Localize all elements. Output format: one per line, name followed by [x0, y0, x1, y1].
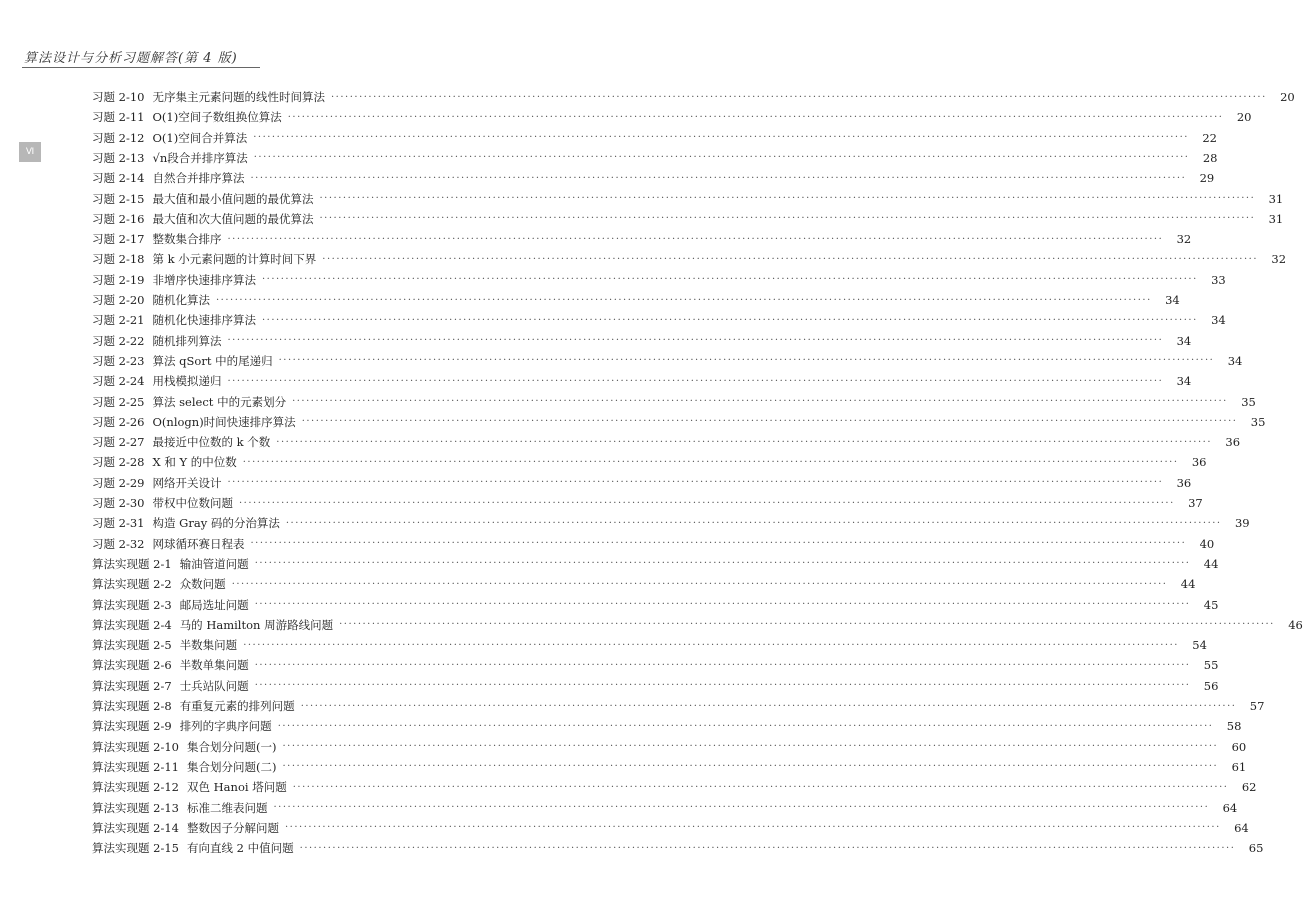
- toc-entry-title: 最大值和最小值问题的最优算法: [152, 191, 314, 206]
- toc-entry-label: 习题 2-32: [92, 536, 145, 551]
- dot-leader: ········································································································································································································: [242, 456, 1179, 468]
- toc-entry-title: 带权中位数问题: [152, 496, 233, 510]
- toc-entry-page-number: 46: [1288, 617, 1303, 632]
- toc-entry[interactable]: [92, 655, 1219, 675]
- toc-entry-title: 排列的字典序问题: [179, 719, 272, 734]
- toc-entry-title: 算法 qSort 中的尾递归: [152, 353, 273, 368]
- toc-entry-label: 习题 2-21: [92, 313, 145, 328]
- dot-leader: ········································································································································································································: [339, 619, 1275, 631]
- toc-entry-page-number: 65: [1248, 841, 1264, 856]
- toc-entry[interactable]: [92, 838, 1264, 858]
- dot-leader: ········································································································································································································: [301, 416, 1238, 428]
- toc-entry-title: 有向直线 2 中值问题: [187, 841, 294, 856]
- toc-entry-page-number: 20: [1236, 110, 1252, 125]
- toc-entry[interactable]: [92, 737, 1247, 757]
- toc-entry[interactable]: [92, 716, 1242, 736]
- toc-entry-label: 算法实现题 2-5: [92, 638, 172, 653]
- toc-entry[interactable]: [92, 371, 1192, 391]
- dot-leader: ········································································································································································································: [250, 538, 1187, 550]
- toc-entry[interactable]: [92, 473, 1192, 493]
- toc-entry-page-number: 44: [1180, 577, 1196, 592]
- toc-entry-label: 算法实现题 2-11: [92, 759, 179, 774]
- toc-entry-page-number: 29: [1199, 171, 1215, 186]
- dot-leader: ········································································································································································································: [262, 314, 1198, 326]
- dot-leader: ········································································································································································································: [322, 253, 1259, 265]
- toc-entry-title: 随机化快速排序算法: [152, 313, 256, 328]
- toc-entry[interactable]: [92, 452, 1207, 472]
- toc-entry[interactable]: [92, 331, 1192, 351]
- toc-entry[interactable]: [92, 798, 1238, 818]
- toc-entry-label: 习题 2-16: [92, 211, 145, 226]
- dot-leader: ········································································································································································································: [276, 436, 1213, 448]
- toc-entry-page-number: 32: [1176, 232, 1192, 247]
- toc-entry-label: 习题 2-27: [92, 435, 145, 450]
- dot-leader: ········································································································································································································: [243, 639, 1179, 651]
- toc-entry-title: 非增序快速排序算法: [152, 272, 256, 287]
- toc-entry-page-number: 45: [1203, 597, 1219, 612]
- toc-entry[interactable]: [92, 209, 1284, 229]
- dot-leader: ········································································································································································································: [239, 497, 1175, 509]
- dot-leader: ········································································································································································································: [227, 375, 1164, 387]
- toc-entry-title: 半数单集问题: [179, 658, 249, 673]
- toc-entry-page-number: 20: [1280, 90, 1295, 104]
- toc-entry-label: 习题 2-10: [92, 90, 145, 104]
- toc-entry-label: 算法实现题 2-14: [92, 820, 179, 835]
- toc-entry-label: 算法实现题 2-2: [92, 577, 172, 592]
- dot-leader: ········································································································································································································: [282, 741, 1219, 753]
- toc-entry-page-number: 64: [1222, 800, 1238, 815]
- toc-entry-label: 习题 2-29: [92, 475, 145, 490]
- toc-entry-label: 习题 2-25: [92, 394, 145, 409]
- toc-entry-label: 算法实现题 2-10: [92, 739, 179, 754]
- toc-entry[interactable]: [92, 513, 1250, 533]
- toc-entry-page-number: 44: [1203, 556, 1219, 571]
- toc-entry-title: 众数问题: [179, 577, 226, 592]
- dot-leader: ········································································································································································································: [227, 477, 1164, 489]
- toc-entry-label: 习题 2-22: [92, 333, 145, 348]
- toc-entry-title: 集合划分问题(一): [187, 739, 277, 754]
- toc-entry[interactable]: [92, 534, 1215, 554]
- dot-leader: ········································································································································································································: [250, 172, 1187, 184]
- toc-entry-title: 邮局选址问题: [179, 597, 249, 612]
- toc-entry-page-number: 31: [1268, 211, 1284, 226]
- toc-entry[interactable]: [92, 595, 1219, 615]
- toc-entry[interactable]: [92, 818, 1249, 838]
- dot-leader: ········································································································································································································: [254, 680, 1191, 692]
- toc-entry[interactable]: [92, 432, 1241, 452]
- toc-entry-title: 最大值和次大值问题的最优算法: [152, 211, 314, 226]
- toc-entry-label: 算法实现题 2-12: [92, 780, 179, 795]
- toc-entry-page-number: 58: [1226, 719, 1242, 734]
- toc-entry-title: √n段合并排序算法: [152, 150, 248, 165]
- dot-leader: ········································································································································································································: [277, 720, 1214, 732]
- toc-entry[interactable]: [92, 635, 1207, 655]
- toc-entry-page-number: 22: [1202, 130, 1217, 145]
- dot-leader: ········································································································································································································: [231, 578, 1168, 590]
- toc-entry[interactable]: [92, 128, 1217, 148]
- toc-entry-page-number: 34: [1176, 374, 1192, 389]
- toc-entry-title: 算法 select 中的元素划分: [152, 394, 287, 409]
- dot-leader: ········································································································································································································: [282, 761, 1219, 773]
- toc-entry-label: 习题 2-14: [92, 171, 145, 186]
- toc-entry-page-number: 32: [1271, 252, 1287, 267]
- running-header: 算法设计与分析习题解答(第 4 版): [24, 51, 238, 66]
- toc-entry-page-number: 36: [1225, 435, 1241, 450]
- toc-entry[interactable]: [92, 554, 1219, 574]
- toc-entry-title: 马的 Hamilton 周游路线问题: [179, 617, 334, 632]
- toc-entry-title: 标准二维表问题: [187, 800, 268, 815]
- toc-entry-page-number: 40: [1199, 536, 1215, 551]
- page-tab-roman-numeral: Ⅵ: [19, 142, 41, 162]
- toc-entry-title: 半数集问题: [179, 638, 238, 653]
- header-rule: [22, 67, 260, 68]
- toc-entry-page-number: 28: [1202, 150, 1218, 165]
- toc-entry[interactable]: [92, 574, 1196, 594]
- toc-entry-page-number: 34: [1165, 293, 1180, 307]
- toc-entry-title: O(nlogn)时间快速排序算法: [152, 414, 296, 429]
- toc-entry[interactable]: [92, 351, 1243, 371]
- toc-entry-page-number: 35: [1250, 414, 1266, 429]
- toc-entry[interactable]: [92, 615, 1303, 635]
- toc-entry-label: 算法实现题 2-8: [92, 699, 172, 713]
- dot-leader: ········································································································································································································: [216, 294, 1152, 306]
- toc-entry-label: 算法实现题 2-7: [92, 678, 172, 693]
- toc-entry-label: 算法实现题 2-3: [92, 597, 172, 612]
- dot-leader: ········································································································································································································: [262, 274, 1198, 286]
- toc-entry-title: 整数集合排序: [152, 232, 222, 247]
- dot-leader: ········································································································································································································: [292, 781, 1229, 793]
- toc-entry-page-number: 60: [1231, 739, 1247, 754]
- toc-entry[interactable]: [92, 148, 1218, 168]
- toc-entry-label: 习题 2-17: [92, 232, 145, 247]
- toc-entry-page-number: 37: [1188, 496, 1203, 510]
- toc-entry-page-number: 36: [1191, 455, 1207, 470]
- toc-entry-title: 整数因子分解问题: [187, 820, 279, 835]
- toc-entry-title: 第 k 小元素问题的计算时间下界: [152, 252, 317, 267]
- dot-leader: ········································································································································································································: [319, 213, 1256, 225]
- toc-entry-title: 最接近中位数的 k 个数: [152, 435, 271, 450]
- toc-entry-label: 算法实现题 2-15: [92, 841, 179, 856]
- toc-entry-title: 网络开关设计: [152, 475, 222, 490]
- toc-entry-label: 习题 2-19: [92, 272, 145, 287]
- toc-entry-title: X 和 Y 的中位数: [152, 455, 237, 470]
- toc-entry-page-number: 64: [1234, 820, 1249, 835]
- toc-entry-label: 习题 2-31: [92, 516, 145, 531]
- toc-entry-page-number: 61: [1231, 759, 1247, 774]
- dot-leader: ········································································································································································································: [254, 659, 1191, 671]
- toc-entry-page-number: 34: [1211, 313, 1226, 328]
- toc-entry-page-number: 31: [1268, 191, 1284, 206]
- toc-entry-label: 习题 2-26: [92, 414, 145, 429]
- toc-entry-page-number: 62: [1241, 780, 1257, 795]
- toc-entry-label: 习题 2-18: [92, 252, 145, 267]
- dot-leader: ········································································································································································································: [299, 842, 1236, 854]
- dot-leader: ········································································································································································································: [227, 335, 1164, 347]
- toc-entry-page-number: 56: [1203, 678, 1219, 693]
- toc-entry-page-number: 33: [1211, 272, 1226, 287]
- toc-entry-title: 士兵站队问题: [179, 678, 249, 693]
- toc-entry[interactable]: [92, 676, 1219, 696]
- toc-entry-label: 算法实现题 2-13: [92, 800, 179, 815]
- dot-leader: ········································································································································································································: [300, 700, 1237, 712]
- toc-entry-label: 习题 2-30: [92, 496, 145, 510]
- toc-entry-title: 自然合并排序算法: [152, 171, 245, 186]
- toc-entry[interactable]: [92, 290, 1180, 310]
- toc-entry[interactable]: [92, 696, 1265, 716]
- toc-entry-page-number: 34: [1227, 353, 1243, 368]
- toc-entry-title: 集合划分问题(二): [187, 759, 277, 774]
- toc-entry-label: 习题 2-23: [92, 353, 145, 368]
- toc-entry-page-number: 39: [1234, 516, 1250, 531]
- toc-entry-page-number: 35: [1241, 394, 1256, 409]
- toc-entry-title: 用栈模拟递归: [152, 374, 222, 389]
- dot-leader: ········································································································································································································: [331, 91, 1267, 103]
- toc-entry[interactable]: [92, 412, 1266, 432]
- dot-leader: ········································································································································································································: [254, 558, 1191, 570]
- toc-entry-title: 有重复元素的排列问题: [179, 699, 295, 713]
- toc-entry-label: 习题 2-13: [92, 150, 145, 165]
- toc-entry[interactable]: [92, 310, 1226, 330]
- toc-entry-page-number: 36: [1176, 475, 1192, 490]
- toc-entry[interactable]: [92, 270, 1226, 290]
- dot-leader: ········································································································································································································: [253, 152, 1190, 164]
- dot-leader: ········································································································································································································: [253, 132, 1189, 144]
- toc-entry-label: 算法实现题 2-4: [92, 617, 172, 632]
- toc-entry-label: 习题 2-24: [92, 374, 145, 389]
- dot-leader: ········································································································································································································: [278, 355, 1215, 367]
- toc-entry-title: 输油管道问题: [179, 556, 249, 571]
- toc-entry[interactable]: [92, 168, 1215, 188]
- dot-leader: ········································································································································································································: [285, 822, 1221, 834]
- dot-leader: ········································································································································································································: [287, 111, 1224, 123]
- dot-leader: ········································································································································································································: [285, 517, 1222, 529]
- dot-leader: ········································································································································································································: [227, 233, 1164, 245]
- toc-entry-title: 无序集主元素问题的线性时间算法: [152, 90, 325, 104]
- toc-entry-title: O(1)空间合并算法: [152, 130, 248, 145]
- toc-entry-title: 随机化算法: [152, 293, 210, 307]
- toc-entry-title: 构造 Gray 码的分治算法: [152, 516, 280, 531]
- toc-entry[interactable]: [92, 249, 1287, 269]
- toc-entry[interactable]: [92, 189, 1284, 209]
- toc-entry-title: 随机排列算法: [152, 333, 222, 348]
- toc-entry-label: 算法实现题 2-6: [92, 658, 172, 673]
- toc-entry[interactable]: [92, 229, 1192, 249]
- toc-entry-label: 习题 2-28: [92, 455, 145, 470]
- toc-entry-label: 习题 2-15: [92, 191, 145, 206]
- toc-entry-page-number: 57: [1249, 699, 1265, 713]
- toc-entry-page-number: 55: [1203, 658, 1219, 673]
- toc-entry-page-number: 54: [1192, 638, 1207, 653]
- toc-entry-label: 习题 2-12: [92, 130, 145, 145]
- toc-entry-title: 网球循环赛日程表: [152, 536, 245, 551]
- toc-entry[interactable]: [92, 107, 1252, 127]
- toc-entry[interactable]: [92, 392, 1256, 412]
- toc-entry[interactable]: [92, 87, 1295, 107]
- dot-leader: ········································································································································································································: [273, 802, 1210, 813]
- toc-entry[interactable]: [92, 777, 1257, 797]
- toc-entry-label: 习题 2-20: [92, 293, 145, 307]
- toc-entry-title: 双色 Hanoi 塔问题: [187, 780, 287, 795]
- toc-entry[interactable]: [92, 757, 1247, 777]
- toc-entry-page-number: 34: [1176, 333, 1192, 348]
- dot-leader: ········································································································································································································: [292, 396, 1228, 407]
- toc-entry-label: 习题 2-11: [92, 110, 145, 125]
- toc-entry-label: 算法实现题 2-1: [92, 556, 172, 571]
- toc-entry[interactable]: [92, 493, 1203, 513]
- toc-entry-title: O(1)空间子数组换位算法: [152, 110, 282, 125]
- toc-entry-label: 算法实现题 2-9: [92, 719, 172, 734]
- dot-leader: ········································································································································································································: [319, 193, 1256, 204]
- dot-leader: ········································································································································································································: [254, 599, 1191, 610]
